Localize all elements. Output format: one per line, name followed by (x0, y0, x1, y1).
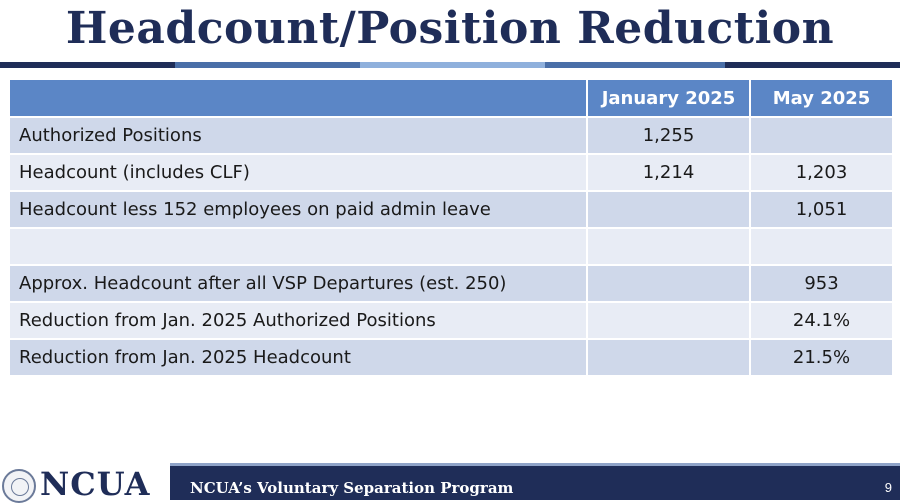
january-value (587, 339, 750, 375)
headcount-table (10, 80, 892, 375)
row-label: Reduction from Jan. 2025 Headcount (10, 339, 587, 375)
row-label: Reduction from Jan. 2025 Authorized Positions (10, 302, 587, 339)
row-label: Authorized Positions (10, 117, 587, 154)
january-value (587, 302, 750, 339)
january-value: 1,214 (587, 154, 750, 191)
table-row (10, 154, 892, 191)
ncua-logo-text: NCUA (40, 465, 151, 503)
row-label: Headcount less 152 employees on paid admin leave (10, 191, 587, 228)
may-value: 21.5% (750, 339, 892, 375)
table-row (10, 191, 892, 228)
page-number: 9 (884, 480, 892, 495)
may-value (750, 228, 892, 265)
table-row (10, 302, 892, 339)
table-row (10, 228, 892, 265)
row-label (10, 228, 587, 265)
january-value (587, 265, 750, 302)
footer-title: NCUA’s Voluntary Separation Program (190, 479, 514, 497)
header-january-2025: January 2025 (587, 80, 750, 117)
table-row (10, 117, 892, 154)
header-may-2025: May 2025 (750, 80, 892, 117)
row-label: Headcount (includes CLF) (10, 154, 587, 191)
header-label (10, 80, 587, 117)
row-label: Approx. Headcount after all VSP Departures (est. 250) (10, 265, 587, 302)
table-row (10, 265, 892, 302)
may-value: 1,051 (750, 191, 892, 228)
may-value: 953 (750, 265, 892, 302)
table-header-row (10, 80, 892, 117)
january-value: 1,255 (587, 117, 750, 154)
slide-title: Headcount/Position Reduction (65, 3, 835, 54)
ncua-seal-icon (2, 469, 36, 503)
table-row (10, 339, 892, 375)
january-value (587, 228, 750, 265)
may-value: 1,203 (750, 154, 892, 191)
may-value (750, 117, 892, 154)
may-value: 24.1% (750, 302, 892, 339)
title-divider (0, 62, 900, 68)
january-value (587, 191, 750, 228)
